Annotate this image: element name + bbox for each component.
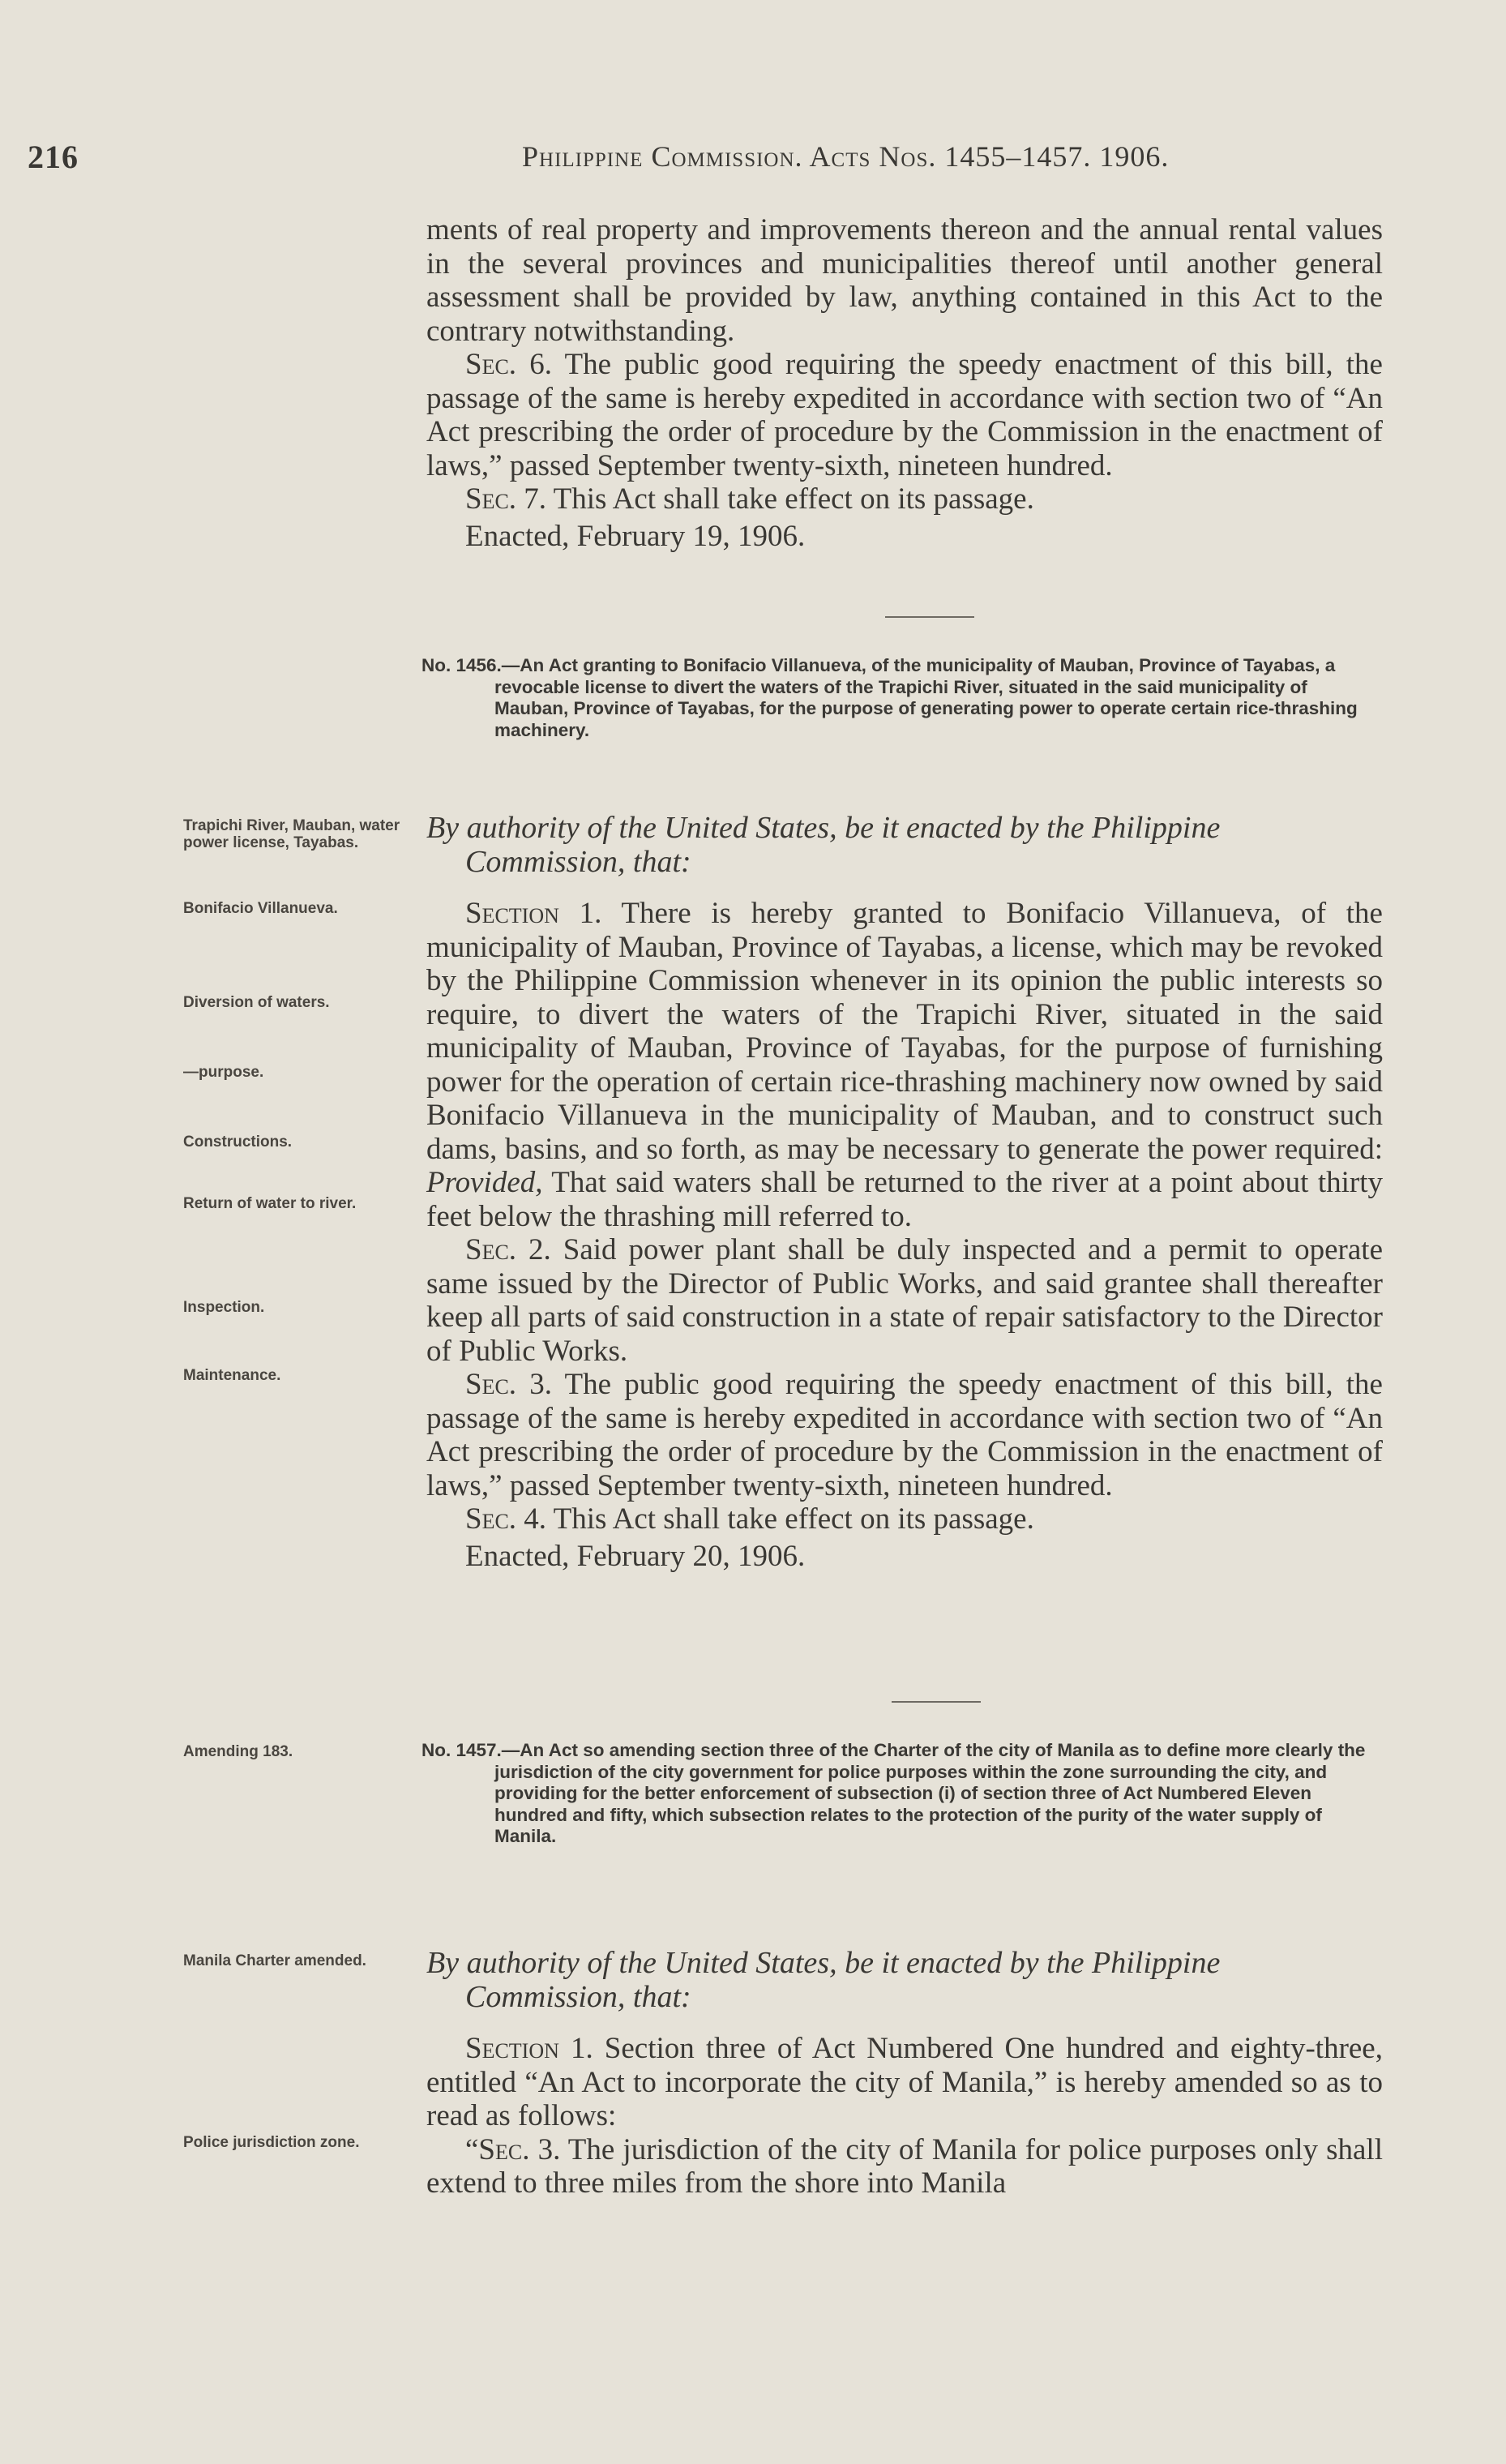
enacted-date: Enacted, February 20, 1906. xyxy=(465,1539,806,1573)
act-1457-body xyxy=(426,1946,1383,2200)
title-line: of Mauban, Province of Tayabas, a revocable license to divert the waters of the Trapichi River, situated in the said municipality of Mauban, Province of Tayabas, for the purpose of generating power to operate certain rice-thrashing machinery. xyxy=(494,655,1358,740)
section-7 xyxy=(426,482,1383,516)
section-text: The public good requiring the speedy enactment of this bill, the passage of the same is hereby expedited in accordance with section two of “An Act prescribing the order of procedure by the Commission in the enactment of laws,” passed September twenty-sixth, nineteen hundred. xyxy=(426,348,1383,482)
act-title xyxy=(421,655,1383,741)
enacted-date: Enacted, February 19, 1906. xyxy=(465,519,806,553)
section-label: Section 1. xyxy=(465,897,602,930)
section-label: Sec. 6. xyxy=(465,348,552,381)
page-number: 216 xyxy=(28,139,79,175)
act-title xyxy=(421,1740,1383,1848)
paragraph: ments of real property and improvements thereon and the annual rental values in the several provinces and municipalities thereof until another general assessment shall be provided by law, anything contained in this Act to the contrary notwithstanding. xyxy=(426,213,1383,348)
margin-note: —purpose. xyxy=(183,1064,264,1081)
section-label: Sec. 2. xyxy=(465,1233,551,1266)
margin-note: Inspection. xyxy=(183,1299,265,1316)
section-text: That said waters shall be returned to the river at a point about thirty feet below the thrashing mill referred to. xyxy=(426,1166,1383,1233)
section-1 xyxy=(426,2032,1383,2133)
section-text: Section three of Act Numbered One hundred and eighty-three, entitled “An Act to incorporate the city of Manila,” is hereby amended so as to read as follows: xyxy=(426,2032,1383,2132)
section-label: Sec. 4. xyxy=(465,1502,547,1536)
separator-rule xyxy=(885,616,974,618)
section-label: Sec. 3. xyxy=(465,1368,552,1401)
margin-note: Manila Charter amended. xyxy=(183,1952,366,1969)
section-text: This Act shall take effect on its passage. xyxy=(546,1502,1034,1536)
section-1 xyxy=(426,897,1383,1233)
margin-note: Trapichi River, Mauban, water power license, Tayabas. xyxy=(183,817,400,851)
margin-note: Police jurisdiction zone. xyxy=(183,2134,360,2151)
act-1456-title xyxy=(421,655,1383,741)
section-text: This Act shall take effect on its passage. xyxy=(546,482,1034,516)
separator-rule xyxy=(892,1701,981,1703)
margin-note: Bonifacio Villanueva. xyxy=(183,900,338,917)
proviso: Provided, xyxy=(426,1166,543,1199)
section-text: Said power plant shall be duly inspected and a permit to operate same issued by the Director of Public Works, and said grantee shall thereafter keep all parts of said construction in a state of repair satisfactory to the Director of Public Works. xyxy=(426,1233,1383,1368)
section-label: Section 1. xyxy=(465,2032,593,2065)
running-head: Philippine Commission. Acts Nos. 1455–1457. 1906. xyxy=(522,140,1170,173)
act-1457-title xyxy=(421,1740,1383,1848)
enacting-clause: By authority of the United States, be it enacted by the Philippine Commission, that: xyxy=(426,811,1221,879)
title-line: of Manila as to define more clearly the jurisdiction of the city government for police purposes within the zone surrounding the city, and providing for the better enforcement of subsection (i) of section three of Act Numbered Eleven hundred and fifty, which subsection relates to the protection of the purity of the water supply of Manila. xyxy=(494,1740,1366,1846)
section-text: There is hereby granted to Bonifacio Villanueva, of the municipality of Mauban, Province of Tayabas, a license, which may be revoked by the Philippine Commission whenever in its opinion the public interests so require, to divert the waters of the Trapichi River, situated in the said municipality of Mauban, Province of Tayabas, for the purpose of furnishing power for the operation of certain rice-thrashing machinery now owned by said Bonifacio Villanueva in the municipality of Mauban, and to construct such dams, basins, and so forth, as may be necessary to generate the power required: xyxy=(426,897,1383,1166)
enacting-clause: By authority of the United States, be it enacted by the Philippine Commission, that: xyxy=(426,1946,1221,2014)
section-label: Sec. 7. xyxy=(465,482,547,516)
section-text: The public good requiring the speedy enactment of this bill, the passage of the same is hereby expedited in accordance with section two of “An Act prescribing the order of procedure by the Commission in the enactment of laws,” passed September twenty-sixth, nineteen hundred. xyxy=(426,1368,1383,1502)
section-4 xyxy=(426,1502,1383,1536)
act-1456-body xyxy=(426,811,1383,1573)
margin-note: Return of water to river. xyxy=(183,1195,357,1212)
section-6 xyxy=(426,348,1383,482)
section-label: “Sec. 3. xyxy=(465,2132,561,2166)
page-header xyxy=(28,138,1405,195)
title-line: No. 1457.—An Act so amending section three of the Charter of the city xyxy=(421,1740,1030,1760)
section-text: The jurisdiction of the city of Manila for police purposes only shall extend to three miles from the shore into Manila xyxy=(426,2132,1383,2200)
title-line: No. 1456.—An Act granting to Bonifacio Villanueva, of the municipality xyxy=(421,655,1033,675)
quoted-section-3 xyxy=(426,2133,1383,2200)
margin-note: Diversion of waters. xyxy=(183,994,330,1011)
margin-note: Amending 183. xyxy=(183,1743,293,1760)
margin-note: Maintenance. xyxy=(183,1367,281,1384)
margin-note: Constructions. xyxy=(183,1133,293,1151)
section-3 xyxy=(426,1368,1383,1502)
section-2 xyxy=(426,1233,1383,1368)
act-1455-end xyxy=(426,213,1383,553)
